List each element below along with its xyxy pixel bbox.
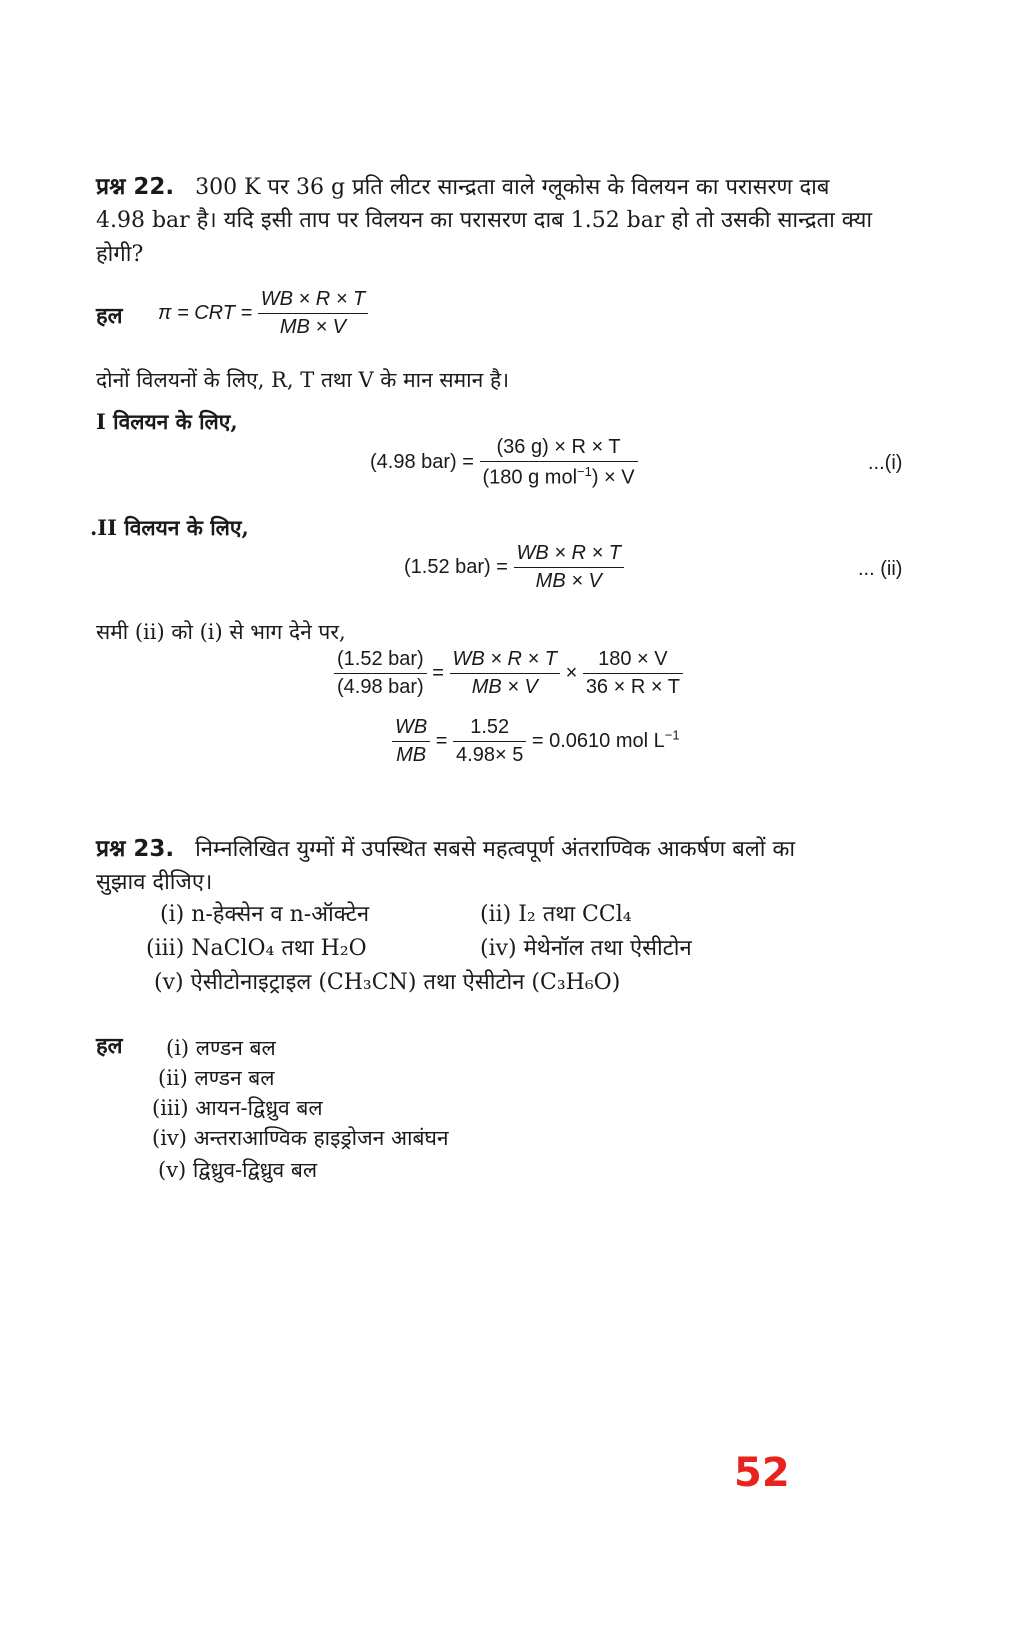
option-v: (v) ऐसीटोनाइट्राइल (CH₃CN) तथा ऐसीटोन (C₃H₆O): [154, 970, 621, 995]
answer-ii: (ii) लण्डन बल: [158, 1066, 275, 1090]
question-22-line3: होगी?: [96, 242, 144, 267]
question-23-label: प्रश्न 23.: [96, 836, 175, 862]
solution-22-label: हल: [96, 304, 123, 329]
eq1-numerator: (36 g) × R × T: [480, 436, 638, 462]
ratio-fraction-2: [450, 648, 560, 699]
equation-1: [370, 436, 638, 490]
final-rhs-fraction: [453, 716, 526, 767]
eq2-numerator: WB × R × T: [514, 542, 624, 568]
question-22-label: प्रश्न 22.: [96, 174, 175, 200]
option-iii: (iii) NaClO₄ तथा H₂O: [146, 936, 367, 961]
question-23: [96, 832, 795, 867]
formula-fraction: [258, 288, 368, 339]
final-equals: =: [435, 729, 448, 752]
final-equation: [392, 716, 680, 767]
eq2-fraction: [514, 542, 624, 593]
osmotic-formula: [158, 288, 368, 339]
eq1-den-b: ) × V: [591, 466, 635, 489]
page-number: 52: [734, 1450, 790, 1496]
solution-2-heading: .II विलयन के लिए,: [90, 515, 249, 540]
final-lhs-denominator: MB: [396, 744, 427, 766]
eq2-tag: ... (ii): [858, 558, 903, 580]
final-rhs-denominator: 4.98× 5: [456, 744, 524, 766]
ratio-fraction: [334, 648, 427, 699]
ratio-times: ×: [565, 661, 578, 684]
answer-v: (v) द्विध्रुव-द्विध्रुव बल: [158, 1158, 318, 1182]
eq1-den-a: (180 g mol: [482, 466, 578, 489]
question-23-line2: सुझाव दीजिए।: [96, 870, 213, 895]
eq1-denominator: [480, 462, 638, 490]
option-iv: (iv) मेथेनॉल तथा ऐसीटोन: [480, 936, 692, 961]
final-lhs-numerator: WB: [392, 716, 430, 742]
formula-numerator: WB × R × T: [258, 288, 368, 314]
ratio-f2-denominator: 36 × R × T: [585, 676, 680, 698]
eq2-denominator: MB × V: [535, 570, 602, 592]
option-ii: (ii) I₂ तथा CCl₄: [480, 902, 632, 927]
divide-text: समी (ii) को (i) से भाग देने पर,: [96, 620, 346, 644]
final-lhs-fraction: [392, 716, 430, 767]
ratio-f2-numerator: 180 × V: [583, 648, 683, 674]
ratio-numerator: (1.52 bar): [334, 648, 427, 674]
eq1-lhs: (4.98 bar) =: [370, 451, 474, 474]
eq1-den-sup: −1: [577, 464, 592, 479]
ratio-fraction-3: [583, 648, 683, 699]
solution-23-label: हल: [96, 1034, 123, 1059]
ratio-f1-numerator: WB × R × T: [450, 648, 560, 674]
equation-2: [404, 542, 624, 593]
ratio-f1-denominator: MB × V: [471, 676, 538, 698]
ratio-equals: =: [432, 661, 444, 684]
formula-denominator: MB × V: [279, 316, 347, 338]
answer-iii: (iii) आयन-द्विध्रुव बल: [152, 1096, 323, 1120]
eq1-tag: ...(i): [868, 452, 903, 474]
solution-1-heading: I विलयन के लिए,: [96, 409, 238, 434]
final-result: [531, 727, 680, 752]
final-result-sup: −1: [664, 727, 680, 743]
ratio-denominator: (4.98 bar): [337, 676, 424, 698]
ratio-equation: [334, 648, 683, 699]
question-23-line1: निम्नलिखित युग्मों में उपस्थित सबसे महत्वपूर्ण अंतराण्विक आकर्षण बलों का: [195, 837, 796, 862]
same-values-text: दोनों विलयनों के लिए, R, T तथा V के मान समान है।: [96, 368, 510, 392]
answer-i: (i) लण्डन बल: [166, 1036, 276, 1060]
eq1-fraction: [480, 436, 638, 490]
question-22: [96, 170, 829, 205]
formula-lhs: π = CRT =: [158, 301, 253, 324]
option-i: (i) n-हेक्सेन व n-ऑक्टेन: [160, 902, 370, 927]
question-22-line1: 300 K पर 36 g प्रति लीटर सान्द्रता वाले ग्लूकोस के विलयन का परासरण दाब: [195, 175, 830, 200]
question-22-line2: 4.98 bar है। यदि इसी ताप पर विलयन का परासरण दाब 1.52 bar हो तो उसकी सान्द्रता क्या: [96, 208, 873, 233]
eq2-lhs: (1.52 bar) =: [404, 555, 508, 578]
final-rhs-numerator: 1.52: [453, 716, 526, 742]
answer-iv: (iv) अन्तराआण्विक हाइड्रोजन आबंघन: [152, 1126, 449, 1150]
final-result-text: = 0.0610 mol L: [531, 729, 665, 752]
